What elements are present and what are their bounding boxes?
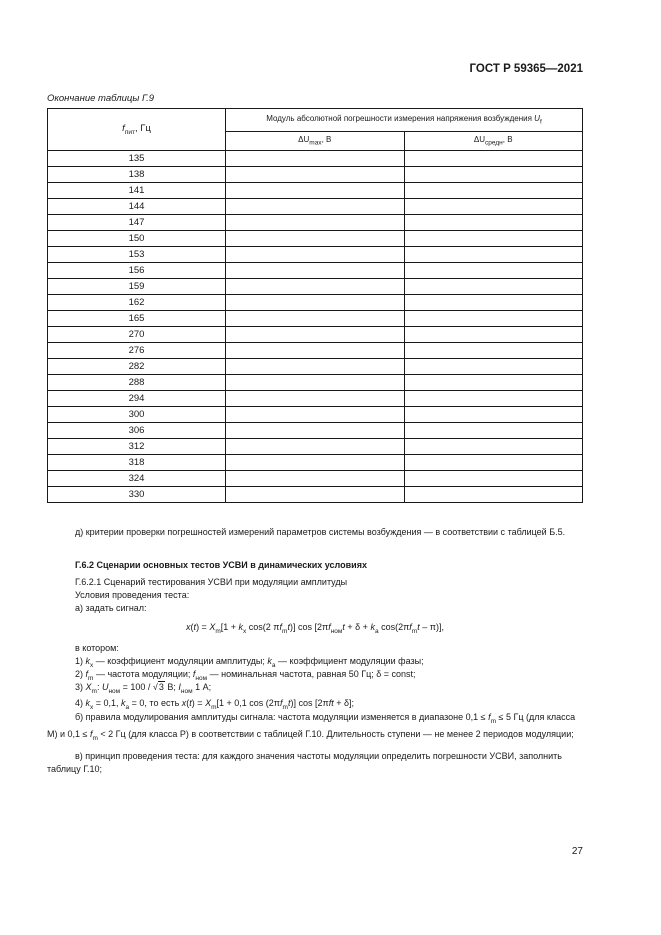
table-row <box>48 151 583 167</box>
avg-error-cell <box>404 375 583 391</box>
table-row <box>48 375 583 391</box>
avg-error-cell <box>404 455 583 471</box>
where-label: в котором: <box>75 643 119 653</box>
frequency-cell: 294 <box>48 391 226 407</box>
max-error-cell <box>226 231 405 247</box>
conditions-label: Условия проведения теста: <box>75 590 190 600</box>
frequency-cell: 147 <box>48 215 226 231</box>
frequency-cell: 141 <box>48 183 226 199</box>
col-frequency-header: $f_{пит}$, Гц <box>48 109 226 151</box>
avg-error-cell <box>404 439 583 455</box>
max-error-cell <box>226 327 405 343</box>
max-error-cell <box>226 439 405 455</box>
document-code: ГОСТ Р 59365—2021 <box>469 63 583 75</box>
table-row <box>48 439 583 455</box>
page-number: 27 <box>571 846 583 857</box>
avg-error-cell <box>404 295 583 311</box>
table-row <box>48 407 583 423</box>
frequency-cell: 306 <box>48 423 226 439</box>
frequency-cell: 330 <box>48 487 226 503</box>
item-v: в) принцип проведения теста: для каждого значения частоты модуляции определить погрешности УСВИ, заполнить таблицу Г.10; <box>47 751 562 774</box>
table-row <box>48 487 583 503</box>
max-error-cell <box>226 151 405 167</box>
frequency-cell: 312 <box>48 439 226 455</box>
table-row <box>48 199 583 215</box>
max-error-cell <box>226 423 405 439</box>
max-error-cell <box>226 359 405 375</box>
frequency-cell: 318 <box>48 455 226 471</box>
avg-error-cell <box>404 263 583 279</box>
frequency-cell: 276 <box>48 343 226 359</box>
avg-error-cell <box>404 471 583 487</box>
max-error-cell <box>226 167 405 183</box>
item-3: 3) $X_m$: $U_{ном} = 100 / √3$ В; $I_{ном}$ 1 А; <box>75 682 212 695</box>
table-row <box>48 359 583 375</box>
table-row <box>48 183 583 199</box>
table-row <box>48 327 583 343</box>
col-group-header: Модуль абсолютной погрешности измерения напряжения возбуждения $U_f$ <box>226 109 583 132</box>
table-row <box>48 423 583 439</box>
subsection-heading-g621: Г.6.2.1 Сценарий тестирования УСВИ при модуляции амплитуды <box>75 577 348 587</box>
frequency-cell: 150 <box>48 231 226 247</box>
max-error-cell <box>226 407 405 423</box>
table-row <box>48 311 583 327</box>
avg-error-cell <box>404 151 583 167</box>
avg-error-cell <box>404 487 583 503</box>
table-caption: Окончание таблицы Г.9 <box>47 93 155 104</box>
col-max-error-header: $\Delta U_{max}$, В <box>226 132 405 151</box>
table-row <box>48 471 583 487</box>
max-error-cell <box>226 471 405 487</box>
item-a: а) задать сигнал: <box>75 603 147 613</box>
avg-error-cell <box>404 231 583 247</box>
frequency-cell: 135 <box>48 151 226 167</box>
avg-error-cell <box>404 279 583 295</box>
frequency-cell: 270 <box>48 327 226 343</box>
max-error-cell <box>226 295 405 311</box>
max-error-cell <box>226 311 405 327</box>
item-4: 4) $k_x = 0,1$, $k_a = 0$, то есть $x(t) = X_m[1 + 0,1$ $\cos (2\pi f_mt)$] cos [2πft + δ]; <box>75 698 354 711</box>
table-row <box>48 263 583 279</box>
frequency-cell: 144 <box>48 199 226 215</box>
max-error-cell <box>226 247 405 263</box>
avg-error-cell <box>404 391 583 407</box>
avg-error-cell <box>404 327 583 343</box>
avg-error-cell <box>404 423 583 439</box>
frequency-cell: 153 <box>48 247 226 263</box>
frequency-cell: 288 <box>48 375 226 391</box>
table-row <box>48 343 583 359</box>
col-avg-error-header: $\Delta U_{средн}$, В <box>404 132 583 151</box>
max-error-cell <box>226 279 405 295</box>
frequency-cell: 162 <box>48 295 226 311</box>
max-error-cell <box>226 263 405 279</box>
avg-error-cell <box>404 359 583 375</box>
table-row <box>48 247 583 263</box>
avg-error-cell <box>404 343 583 359</box>
table-row <box>48 279 583 295</box>
max-error-cell <box>226 183 405 199</box>
frequency-cell: 156 <box>48 263 226 279</box>
item-b: б) правила модулирования амплитуды сигнала: частота модуляции изменяется в диапазоне $0,1 \le f_m \le 5$ Гц (для класса М) и $0,1 \le f_m < 2$ Гц (для класса Р) в соответствии с таблицей Г.10. Длительность ступени — не менее 2 периодов модуляции; <box>47 712 576 742</box>
avg-error-cell <box>404 407 583 423</box>
avg-error-cell <box>404 247 583 263</box>
max-error-cell <box>226 343 405 359</box>
frequency-cell: 324 <box>48 471 226 487</box>
max-error-cell <box>226 455 405 471</box>
max-error-cell <box>226 375 405 391</box>
table-row <box>48 455 583 471</box>
item-1: 1) $k_x$ — коэффициент модуляции амплитуды; $k_a$ — коэффициент модуляции фазы; <box>75 656 424 669</box>
table-row <box>48 391 583 407</box>
section-heading-g62: Г.6.2 Сценарии основных тестов УСВИ в динамических условиях <box>75 560 367 570</box>
avg-error-cell <box>404 311 583 327</box>
frequency-cell: 165 <box>48 311 226 327</box>
frequency-cell: 138 <box>48 167 226 183</box>
max-error-cell <box>226 391 405 407</box>
avg-error-cell <box>404 199 583 215</box>
table-row <box>48 167 583 183</box>
frequency-cell: 159 <box>48 279 226 295</box>
max-error-cell <box>226 215 405 231</box>
avg-error-cell <box>404 215 583 231</box>
item-2: 2) $f_m$ — частота модуляции; $f_{ном}$ — номинальная частота, равная 50 Гц; δ = const; <box>75 669 416 682</box>
table-row <box>48 295 583 311</box>
signal-formula: $x(t) = X_m[1 + k_x$ cos(2 $\pi f_mt$)] $\cos [2\pi f_{ном}t + \delta + k_a$ $\cos(2\pi f_mt - \pi)$], <box>186 622 444 635</box>
frequency-cell: 300 <box>48 407 226 423</box>
max-error-cell <box>226 199 405 215</box>
max-error-cell <box>226 487 405 503</box>
avg-error-cell <box>404 167 583 183</box>
frequency-cell: 282 <box>48 359 226 375</box>
measurement-table <box>47 108 583 503</box>
table-row <box>48 215 583 231</box>
avg-error-cell <box>404 183 583 199</box>
table-row <box>48 231 583 247</box>
paragraph-criteria: д) критерии проверки погрешностей измерений параметров системы возбуждения — в соответствии с таблицей Б.5. <box>75 527 566 537</box>
